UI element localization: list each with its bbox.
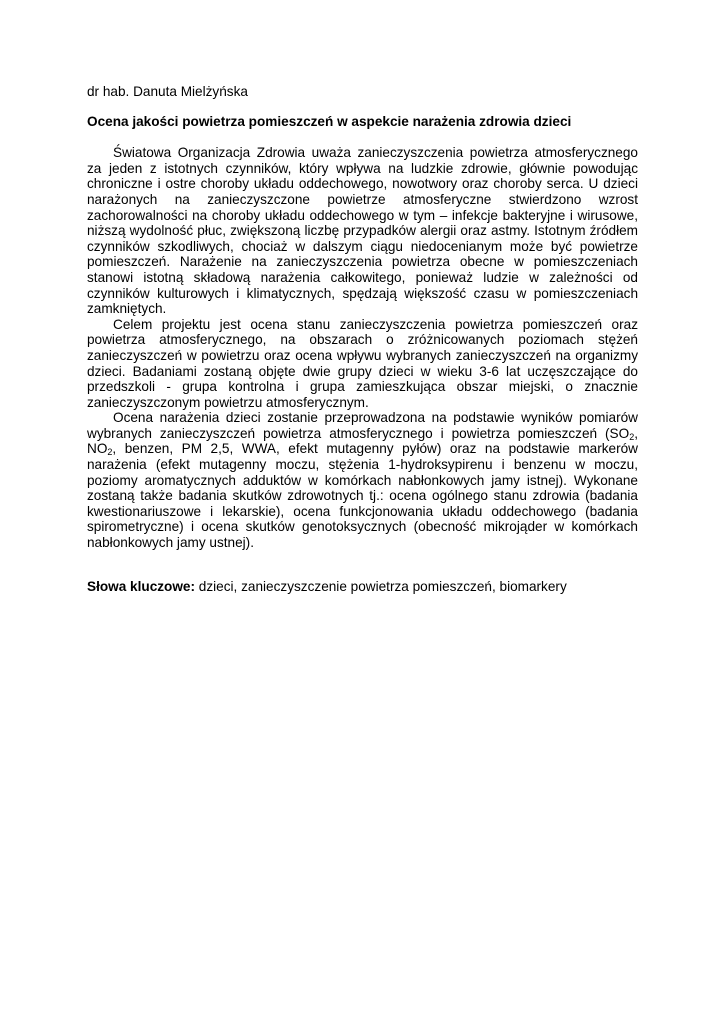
- paragraph-3-text-1: Ocena narażenia dzieci zostanie przeprowadzona na podstawie wyników pomiarów wybranych zanieczyszczeń powietrza atmosferycznego i powietrza pomieszczeń (SO: [87, 410, 638, 441]
- keywords-label: Słowa kluczowe:: [87, 578, 196, 594]
- document-page: [87, 84, 638, 594]
- paragraph-2: Celem projektu jest ocena stanu zanieczyszczenia powietrza pomieszczeń oraz powietrza atmosferycznego, na obszarach o zróżnicowanych poziomach stężeń zanieczyszczeń w powietrzu oraz ocena wpływu wybranych zanieczyszczeń na organizmy dzieci. Badaniami zostaną objęte dwie grupy dzieci w wieku 3-6 lat uczęszczające do przedszkoli - grupa kontrolna i grupa zamieszkująca obszar miejski, o znacznie zanieczyszczonym powietrzu atmosferycznym.: [87, 316, 638, 410]
- paragraph-1: Światowa Organizacja Zdrowia uważa zanieczyszczenia powietrza atmosferycznego za jeden z istotnych czynników, który wpływa na ludzkie zdrowie, głównie powodując chroniczne i ostre choroby układu oddechowego, nowotwory oraz choroby serca. U dzieci narażonych na zanieczyszczone powietrze atmosferyczne stwierdzono wzrost zachorowalności na choroby układu oddechowego w tym – infekcje bakteryjne i wirusowe, niższą wydolność płuc, zwiększoną liczbę przypadków alergii oraz astmy. Istotnym źródłem czynników szkodliwych, chociaż w dalszym ciągu niedocenianym może być powietrze pomieszczeń. Narażenie na zanieczyszczenia powietrza obecne w pomieszczeniach stanowi istotną składową narażenia całkowitego, ponieważ ludzie w zależności od czynników kulturowych i klimatycznych, spędzają większość czasu w pomieszczeniach zamkniętych.: [87, 145, 638, 317]
- so2-subscript: 2: [629, 431, 635, 442]
- paragraph-3-text-2: , NO: [87, 425, 638, 457]
- no2-subscript: 2: [107, 447, 113, 458]
- keywords-line: [87, 579, 638, 595]
- keywords-text: dzieci, zanieczyszczenie powietrza pomieszczeń, biomarkery: [195, 578, 567, 594]
- author-name: dr hab. Danuta Mielżyńska: [87, 84, 248, 99]
- paragraph-3: [87, 410, 638, 550]
- paragraph-3-text-3: , benzen, PM 2,5, WWA, efekt mutagenny pyłów) oraz na podstawie markerów narażenia (efekt mutagenny moczu, stężenia 1-hydroksypirenu i benzenu w moczu, poziomy aromatycznych adduktów w komórkach nabłonkowych jamy istnej). Wykonane zostaną także badania skutków zdrowotnych tj.: ocena ogólnego stanu zdrowia (badania kwestionariuszowe i lekarskie), ocena funkcjonowania układu oddechowego (badania spirometryczne) i ocena skutków genotoksycznych (obecność mikrojąder w komórkach nabłonkowych jamy ustnej).: [87, 441, 638, 551]
- document-title: Ocena jakości powietrza pomieszczeń w aspekcie narażenia zdrowia dzieci: [87, 113, 572, 129]
